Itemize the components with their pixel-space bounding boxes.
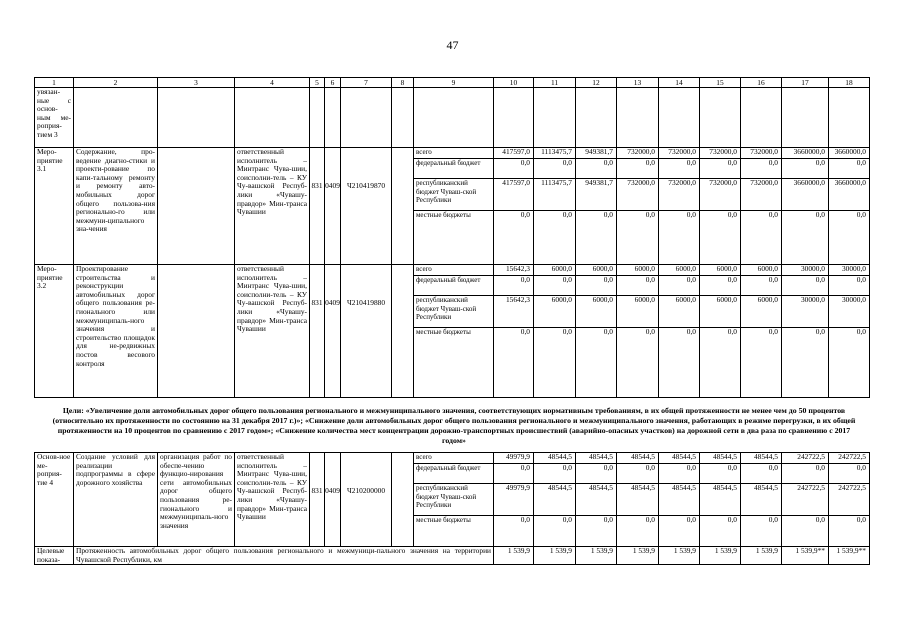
funding-value: 48544,5 [617,484,659,516]
funding-value: 0,0 [829,464,870,484]
funding-value: 3660000,0 [829,179,870,211]
funding-value: 0,0 [534,276,576,296]
header-cell: 3 [158,78,235,88]
funding-value: 1113475,7 [534,148,576,159]
funding-value: 49979,9 [494,453,534,464]
funding-value: 49979,9 [494,484,534,516]
funding-value: 0,0 [782,159,829,179]
budget-code-grbs: 831 [311,486,323,495]
funding-value: 0,0 [700,464,741,484]
funding-value: 0,0 [494,159,534,179]
funding-value: 48544,5 [576,484,617,516]
funding-value: 48544,5 [700,453,741,464]
funding-value: 0,0 [700,516,741,547]
funding-value: 732000,0 [700,148,741,159]
header-cell: 14 [659,78,700,88]
funding-value: 15642,3 [494,265,534,276]
event-description: Проектирование строительства и реконструкции автомобильных дорог общего пользования ре-гионального или межмуниципаль-ного значения и строительство площадок для не-редвижных постов весового контроля [74,265,158,398]
budget-code-csr: Ч210419870 [346,181,386,190]
funding-value: 0,0 [617,276,659,296]
funding-value: 0,0 [617,159,659,179]
funding-value: 48544,5 [659,453,700,464]
funding-value: 6000,0 [576,296,617,328]
header-cell: 6 [325,78,341,88]
funding-value: 0,0 [659,276,700,296]
funding-source: республиканский бюджет Чуваш-ской Республики [414,179,494,211]
funding-value: 0,0 [494,464,534,484]
funding-value: 48544,5 [659,484,700,516]
funding-value: 417597,0 [494,179,534,211]
header-cell: 10 [494,78,534,88]
funding-value: 0,0 [782,328,829,398]
funding-value: 48544,5 [741,453,782,464]
continuation-row [35,88,870,148]
funding-source: всего [414,453,494,464]
funding-value: 0,0 [534,464,576,484]
continuation-text: увязан-ные с основ-ным ме-роприя-тием 3 [35,88,74,148]
header-cell: 8 [392,78,414,88]
header-cell: 1 [35,78,74,88]
funding-value: 0,0 [782,276,829,296]
funding-value: 0,0 [659,159,700,179]
header-cell: 13 [617,78,659,88]
funding-source: местные бюджеты [414,328,494,398]
funding-value: 48544,5 [741,484,782,516]
indicator-value: 1 539,9 [494,547,534,565]
funding-value: 48544,5 [700,484,741,516]
header-cell: 18 [829,78,870,88]
funding-value: 6000,0 [534,296,576,328]
indicator-row [35,547,870,565]
funding-value: 6000,0 [576,265,617,276]
indicator-value: 1 539,9** [782,547,829,565]
funding-value: 732000,0 [659,148,700,159]
program-table-bottom [34,452,870,565]
event-description: Создание условий для реализации подпрограммы в сфере дорожного хозяйства [74,453,158,547]
funding-value: 6000,0 [659,296,700,328]
event-block [35,265,870,398]
indicator-value: 1 539,9 [576,547,617,565]
funding-value: 0,0 [534,328,576,398]
indicator-label: Целевые показа- [35,547,74,565]
funding-value: 6000,0 [534,265,576,276]
budget-row [35,453,870,464]
funding-value: 0,0 [494,516,534,547]
header-cell: 4 [235,78,310,88]
funding-value: 0,0 [576,464,617,484]
indicator-value: 1 539,9 [741,547,782,565]
funding-value: 30000,0 [782,296,829,328]
funding-value: 0,0 [741,211,782,265]
funding-value: 0,0 [829,159,870,179]
funding-value: 0,0 [700,328,741,398]
funding-value: 0,0 [829,276,870,296]
responsible-executor: ответственный исполнитель – Минтранс Чува-шии, соисполни-тель – КУ Чу-вашской Респуб-лики «Чувашу-правдор» Мин-транса Чувашии [235,453,310,547]
indicator-text: Протяженность автомобильных дорог общего пользования регионального и межмуници-пального значения на территории Чувашской Республики, км [74,547,494,565]
funding-value: 732000,0 [617,148,659,159]
budget-row [35,148,870,159]
funding-value: 6000,0 [659,265,700,276]
budget-code-grbs: 831 [311,181,323,190]
funding-value: 3660000,0 [829,148,870,159]
funding-value: 3660000,0 [782,179,829,211]
funding-value: 0,0 [534,516,576,547]
page-number: 47 [446,38,459,52]
header-cell: 7 [341,78,392,88]
header-cell: 17 [782,78,829,88]
funding-source: всего [414,148,494,159]
funding-value: 6000,0 [741,265,782,276]
funding-value: 0,0 [494,328,534,398]
funding-value: 0,0 [829,328,870,398]
event-name: Меро-приятие 3.1 [35,148,74,265]
funding-value: 0,0 [617,516,659,547]
funding-value: 48544,5 [617,453,659,464]
funding-value: 0,0 [617,464,659,484]
budget-code-rz: 0409 [325,298,340,307]
funding-value: 6000,0 [617,265,659,276]
indicator-value: 1 539,9 [534,547,576,565]
funding-source: местные бюджеты [414,211,494,265]
budget-row [35,265,870,276]
budget-code-grbs: 831 [311,298,323,307]
budget-code-rz: 0409 [325,181,340,190]
header-cell: 16 [741,78,782,88]
funding-value: 0,0 [659,211,700,265]
funding-value: 6000,0 [700,265,741,276]
funding-value: 0,0 [782,464,829,484]
funding-source: республиканский бюджет Чуваш-ской Республики [414,296,494,328]
funding-value: 48544,5 [576,453,617,464]
funding-value: 0,0 [576,516,617,547]
header-cell: 11 [534,78,576,88]
funding-value: 242722,5 [782,453,829,464]
funding-value: 732000,0 [659,179,700,211]
funding-value: 732000,0 [700,179,741,211]
funding-value: 48544,5 [534,484,576,516]
funding-value: 30000,0 [829,265,870,276]
funding-value: 0,0 [829,211,870,265]
funding-value: 417597,0 [494,148,534,159]
column-number-row [35,78,870,88]
funding-value: 0,0 [782,211,829,265]
funding-value: 0,0 [741,159,782,179]
funding-value: 949381,7 [576,148,617,159]
funding-value: 6000,0 [617,296,659,328]
funding-value: 242722,5 [782,484,829,516]
funding-value: 0,0 [741,464,782,484]
funding-source: федеральный бюджет [414,159,494,179]
header-cell: 9 [414,78,494,88]
event-block [35,148,870,265]
funding-value: 6000,0 [741,296,782,328]
funding-value: 0,0 [700,159,741,179]
goals-text: Цели: «Увеличение доли автомобильных дорог общего пользования регионального и межмуниципального значения, соответствующих нормативным требованиям, в их общей протяженности не менее чем до 50 процентов (относительно их протяженности по состоянию на 31 декабря 2017 г.)»; «Снижение доли автомобильных дорог общего пользования регионального и межмуниципального значения, работающих в режиме перегрузки, в их общей протяженности на 10 процентов по сравнению с 2017 годом»; «Снижение количества мест концентрации дорожно-транспортных происшествий (аварийно-опасных участков) на дорожной сети в два раза по сравнению с 2017 годом» [52,406,856,445]
budget-code-rz: 0409 [325,486,340,495]
funding-value: 0,0 [576,328,617,398]
funding-source: местные бюджеты [414,516,494,547]
funding-value: 30000,0 [829,296,870,328]
funding-value: 0,0 [576,276,617,296]
funding-value: 0,0 [534,211,576,265]
funding-value: 949381,7 [576,179,617,211]
header-cell: 2 [74,78,158,88]
funding-value: 0,0 [782,516,829,547]
funding-value: 0,0 [534,159,576,179]
funding-value: 0,0 [700,211,741,265]
funding-value: 0,0 [741,328,782,398]
header-cell: 5 [310,78,325,88]
event-description: Содержание, про-ведение диагно-стики и проекти-рование по капи-тальному ремонту и ремонту авто-мобильных дорог общего пользова-ния регионально-го или межмуни-ципального зна-чения [74,148,158,265]
funding-value: 0,0 [741,276,782,296]
funding-value: 0,0 [617,211,659,265]
funding-value: 732000,0 [741,148,782,159]
event-task: организация работ по обеспе-чению функцио-нирования сети автомобильных дорог общего пользования ре-гионального и межмуниципаль-ного значения [158,453,235,547]
indicator-value: 1 539,9 [700,547,741,565]
budget-code-csr: Ч210419880 [346,298,386,307]
funding-value: 0,0 [659,516,700,547]
funding-value: 0,0 [494,276,534,296]
funding-value: 30000,0 [782,265,829,276]
funding-source: всего [414,265,494,276]
program-table-top [34,77,870,398]
funding-value: 242722,5 [829,484,870,516]
header-cell: 15 [700,78,741,88]
funding-value: 6000,0 [700,296,741,328]
event-task [158,148,235,265]
indicator-value: 1 539,9** [829,547,870,565]
event-task [158,265,235,398]
funding-value: 15642,3 [494,296,534,328]
responsible-executor: ответственный исполнитель – Минтранс Чува-шии, соисполни-тель – КУ Чу-вашской Респуб-лики «Чувашу-правдор» Мин-транса Чувашии [235,148,310,265]
funding-source: федеральный бюджет [414,464,494,484]
funding-value: 0,0 [700,276,741,296]
funding-value: 0,0 [576,159,617,179]
funding-value: 0,0 [494,211,534,265]
funding-value: 0,0 [829,516,870,547]
funding-value: 0,0 [659,464,700,484]
funding-value: 732000,0 [741,179,782,211]
event-name: Меро-приятие 3.2 [35,265,74,398]
responsible-executor: ответственный исполнитель – Минтранс Чува-шии, соисполни-тель – КУ Чу-вашской Респуб-лики «Чувашу-правдор» Мин-транса Чувашии [235,265,310,398]
budget-code-csr: Ч210200000 [346,486,386,495]
funding-value: 242722,5 [829,453,870,464]
funding-value: 0,0 [741,516,782,547]
funding-value: 48544,5 [534,453,576,464]
funding-value: 0,0 [659,328,700,398]
funding-value: 732000,0 [617,179,659,211]
funding-value: 0,0 [617,328,659,398]
funding-value: 0,0 [576,211,617,265]
indicator-value: 1 539,9 [659,547,700,565]
indicator-value: 1 539,9 [617,547,659,565]
funding-source: республиканский бюджет Чуваш-ской Республики [414,484,494,516]
header-cell: 12 [576,78,617,88]
funding-source: федеральный бюджет [414,276,494,296]
funding-value: 3660000,0 [782,148,829,159]
event-name: Основ-ное ме-роприя-тие 4 [35,453,74,547]
funding-value: 1113475,7 [534,179,576,211]
event-block [35,453,870,547]
